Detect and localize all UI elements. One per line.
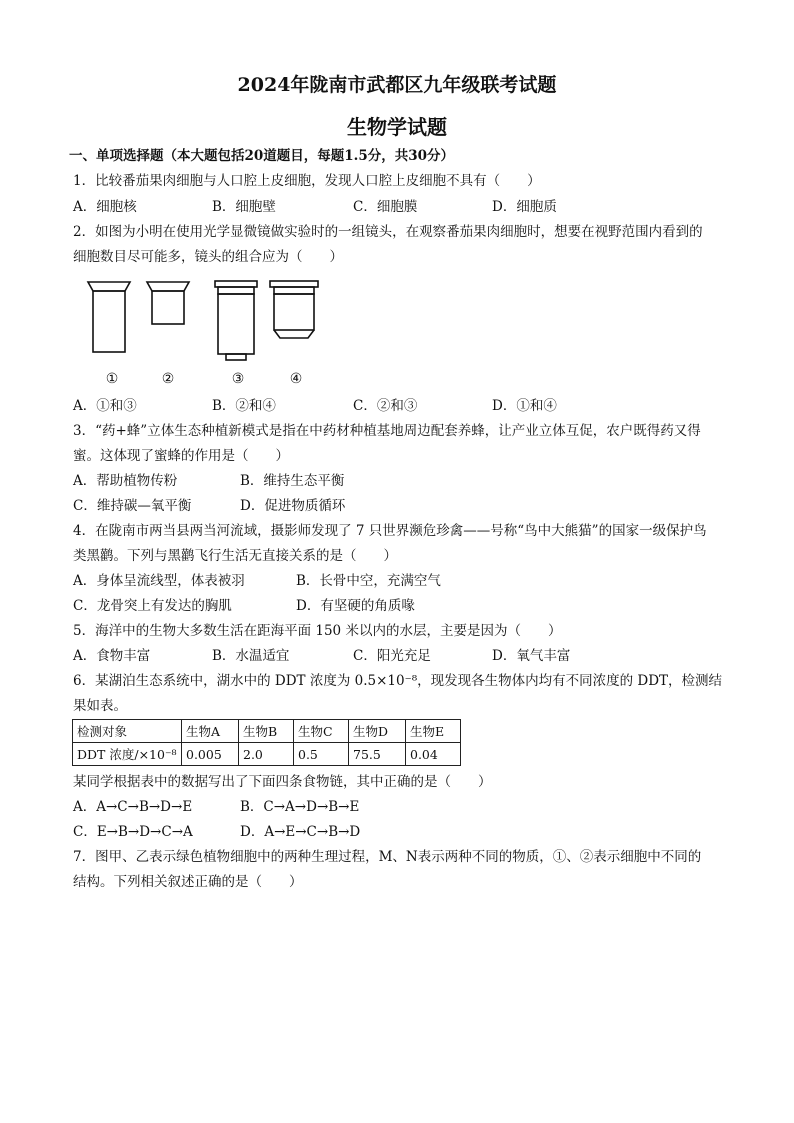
- question-4-stem-line2: 类黑鹳。下列与黑鹳飞行生活无直接关系的是（ ）: [73, 548, 397, 564]
- q1-option-a: A．细胞核: [73, 199, 137, 215]
- q2-option-d: D．①和④: [492, 398, 557, 414]
- q4-option-d: D．有坚硬的角质喙: [296, 598, 415, 614]
- table-row: [73, 743, 461, 766]
- lens-label-2: ②: [161, 371, 175, 387]
- question-6-stem-line2: 果如表。: [73, 698, 127, 714]
- table-header-row: [73, 720, 461, 743]
- q5-option-d: D．氧气丰富: [492, 648, 571, 664]
- q3-option-b: B．维持生态平衡: [240, 473, 345, 489]
- table-cell: 0.005: [182, 743, 239, 766]
- lens-label-1: ①: [105, 371, 119, 387]
- question-6-followup: 某同学根据表中的数据写出了下面四条食物链，其中正确的是（ ）: [73, 774, 492, 790]
- q5-option-b: B．水温适宜: [212, 648, 290, 664]
- table-cell: 0.04: [406, 743, 461, 766]
- question-2-stem-line1: 2．如图为小明在使用光学显微镜做实验时的一组镜头，在观察番茄果肉细胞时，想要在视野范围内看到的: [73, 224, 703, 240]
- lens-label-4: ④: [289, 371, 303, 387]
- lens-2-short-eyepiece: [147, 282, 189, 324]
- table-cell: 0.5: [294, 743, 349, 766]
- question-1-stem: 1．比较番茄果肉细胞与人口腔上皮细胞，发现人口腔上皮细胞不具有（ ）: [73, 173, 541, 189]
- lens-4-short-objective: [270, 281, 318, 338]
- q6-option-a: A．A→C→B→D→E: [73, 799, 193, 815]
- table-header-cell: 检测对象: [73, 720, 182, 743]
- q5-option-c: C．阳光充足: [353, 648, 431, 664]
- table-cell: DDT 浓度/×10⁻⁸: [73, 743, 182, 766]
- q6-option-d: D．A→E→C→B→D: [240, 824, 361, 840]
- q5-option-a: A．食物丰富: [73, 648, 151, 664]
- question-5-stem: 5．海洋中的生物大多数生活在距海平面 150 米以内的水层，主要是因为（ ）: [73, 623, 562, 639]
- q1-option-b: B．细胞壁: [212, 199, 276, 215]
- question-3-stem-line1: 3．“药+蜂”立体生态种植新模式是指在中药材种植基地周边配套养蜂，让产业立体互促，农户既得药又得: [73, 423, 701, 439]
- question-3-stem-line2: 蜜。这体现了蜜蜂的作用是（ ）: [73, 448, 289, 464]
- q1-option-d: D．细胞质: [492, 199, 557, 215]
- lens-1-long-eyepiece: [88, 282, 130, 352]
- lens-label-3: ③: [231, 371, 245, 387]
- q3-option-c: C．维持碳—氧平衡: [73, 498, 192, 514]
- q2-option-a: A．①和③: [73, 398, 137, 414]
- q2-option-b: B．②和④: [212, 398, 276, 414]
- table-cell: 75.5: [349, 743, 406, 766]
- exam-subtitle: 生物学试题: [347, 115, 447, 139]
- q6-option-b: B．C→A→D→B→E: [240, 799, 360, 815]
- section-heading: 一、单项选择题（本大题包括20道题目，每题1.5分，共30分）: [69, 148, 455, 164]
- table-header-cell: 生物D: [349, 720, 406, 743]
- q6-option-c: C．E→B→D→C→A: [73, 824, 193, 840]
- ddt-table: [72, 719, 461, 766]
- q2-option-c: C．②和③: [353, 398, 418, 414]
- q1-option-c: C．细胞膜: [353, 199, 418, 215]
- exam-title: 2024年陇南市武都区九年级联考试题: [237, 74, 557, 96]
- table-header-cell: 生物B: [239, 720, 294, 743]
- table-header-cell: 生物A: [182, 720, 239, 743]
- table-header-cell: 生物E: [406, 720, 461, 743]
- lens-drawings: [85, 278, 325, 368]
- question-7-stem-line2: 结构。下列相关叙述正确的是（ ）: [73, 874, 303, 890]
- q4-option-c: C．龙骨突上有发达的胸肌: [73, 598, 232, 614]
- q3-option-a: A．帮助植物传粉: [73, 473, 178, 489]
- question-6-stem-line1: 6．某湖泊生态系统中，湖水中的 DDT 浓度为 0.5×10⁻⁸，现发现各生物体内均有不同浓度的 DDT，检测结: [73, 673, 723, 689]
- question-2-stem-line2: 细胞数目尽可能多，镜头的组合应为（ ）: [73, 249, 343, 265]
- table-header-cell: 生物C: [294, 720, 349, 743]
- q3-option-d: D．促进物质循环: [240, 498, 346, 514]
- q4-option-b: B．长骨中空，充满空气: [296, 573, 441, 589]
- question-7-stem-line1: 7．图甲、乙表示绿色植物细胞中的两种生理过程，M、N表示两种不同的物质，①、②表示细胞中不同的: [73, 849, 702, 865]
- table-cell: 2.0: [239, 743, 294, 766]
- lens-3-long-objective: [215, 281, 257, 360]
- q4-option-a: A．身体呈流线型，体表被羽: [73, 573, 245, 589]
- question-4-stem-line1: 4．在陇南市两当县两当河流域，摄影师发现了 7 只世界濒危珍禽——号称“鸟中大熊猫”的国家一级保护鸟: [73, 523, 707, 539]
